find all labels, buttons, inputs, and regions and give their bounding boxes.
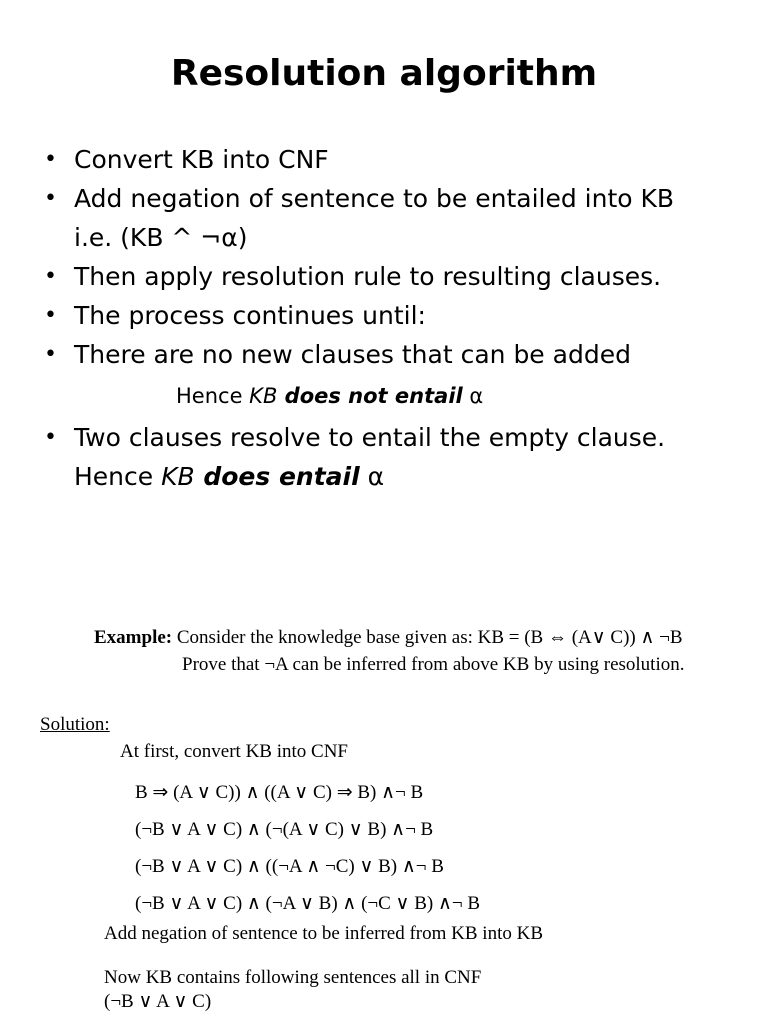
list-item — [44, 179, 744, 218]
example-block — [94, 624, 754, 678]
page-title: Resolution algorithm — [170, 53, 598, 94]
note-prefix: Hence — [176, 384, 250, 408]
example-label: Example: — [94, 627, 173, 648]
bullet-text: The process continues until: — [74, 301, 426, 330]
bullet-text: Then apply resolution rule to resulting clauses. — [74, 262, 662, 291]
note-not-entail — [44, 374, 744, 418]
bullet-text: Convert KB into CNF — [74, 145, 329, 174]
example-line-1 — [94, 624, 754, 651]
list-item — [44, 140, 744, 179]
bullet-text: There are no new clauses that can be added — [74, 340, 631, 369]
note-alpha: α — [462, 384, 484, 408]
add-negation-line: Add negation of sentence to be inferred from KB into KB — [104, 923, 543, 944]
example-line-2: Prove that ¬A can be inferred from above KB by using resolution. — [182, 654, 685, 675]
solution-block — [40, 712, 740, 1014]
formula-list — [40, 774, 740, 922]
list-item — [44, 296, 744, 335]
list-item — [44, 418, 744, 457]
formula-line: B ⇒ (A ∨ C)) ∧ ((A ∨ C) ⇒ B) ∧¬ B — [135, 782, 424, 803]
bullet-icon: • — [44, 425, 57, 450]
list-item — [44, 335, 744, 374]
solution-heading: Solution: — [40, 714, 110, 735]
list-item — [44, 257, 744, 296]
note-prefix: Hence — [74, 462, 162, 491]
bullet-icon: • — [44, 264, 57, 289]
note-phrase: does not entail — [277, 384, 463, 408]
note-alpha: α — [359, 462, 385, 491]
example-statement: Consider the knowledge base given as: KB = (B ⇔ (A∨ C)) ∧ ¬B — [172, 627, 683, 648]
note-entail — [44, 457, 744, 496]
formula-line: (¬B ∨ A ∨ C) ∧ ((¬A ∧ ¬C) ∨ B) ∧¬ B — [135, 856, 444, 877]
bullet-icon: • — [44, 186, 57, 211]
bullet-icon: • — [44, 147, 57, 172]
bullet-text: Add negation of sentence to be entailed into KB — [74, 184, 675, 213]
cnf-sentence-line: (¬B ∨ A ∨ C) — [104, 991, 212, 1012]
now-kb-line: Now KB contains following sentences all in CNF — [104, 967, 482, 988]
bullet-icon: • — [44, 342, 57, 367]
note-phrase: does entail — [194, 462, 360, 491]
note-kb: KB — [161, 462, 195, 491]
solution-first-line: At first, convert KB into CNF — [120, 741, 348, 762]
formula-line: (¬B ∨ A ∨ C) ∧ (¬A ∨ B) ∧ (¬C ∨ B) ∧¬ B — [135, 893, 481, 914]
bullet-icon: • — [44, 303, 57, 328]
bullet-list — [44, 140, 744, 496]
bullet-continuation: i.e. (KB ^ ¬α) — [74, 223, 248, 252]
note-kb: KB — [249, 384, 278, 408]
formula-line: (¬B ∨ A ∨ C) ∧ (¬(A ∨ C) ∨ B) ∧¬ B — [135, 819, 434, 840]
bullet-text: Two clauses resolve to entail the empty clause. — [74, 423, 666, 452]
